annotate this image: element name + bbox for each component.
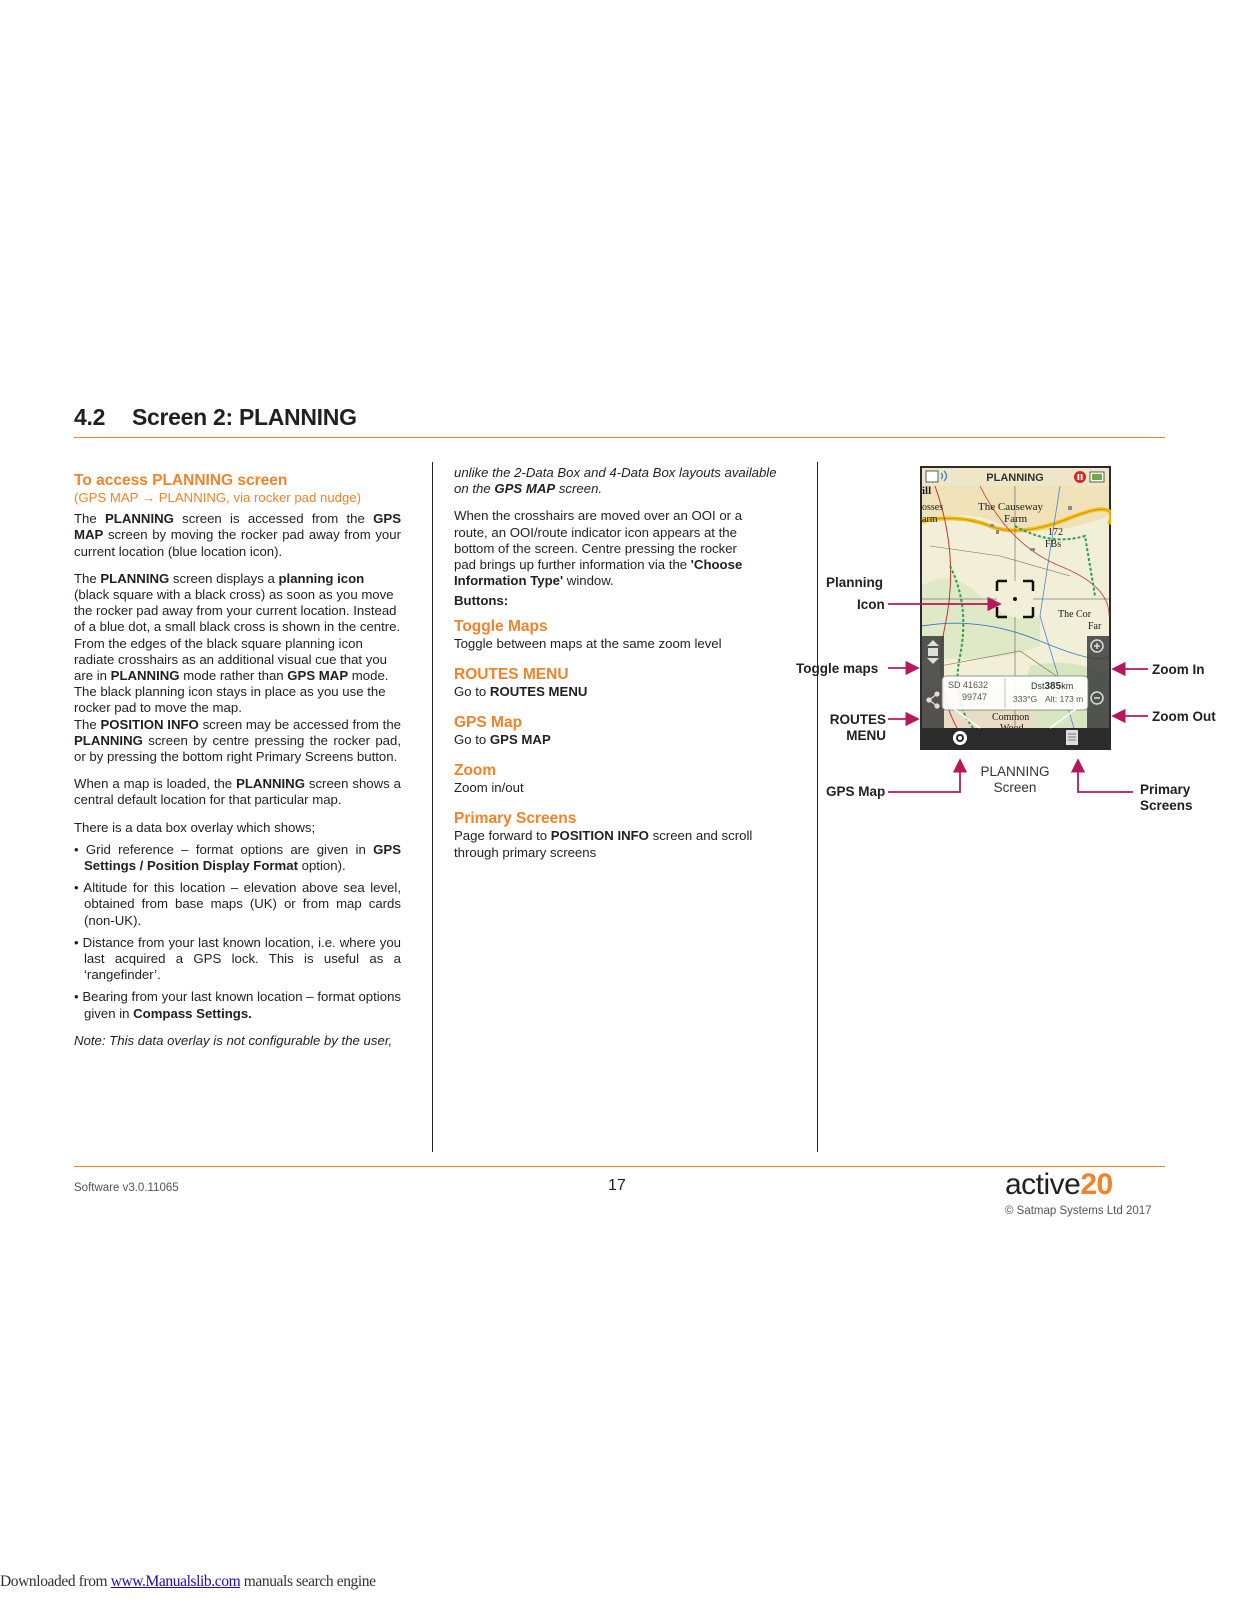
callout-planning: Planning (826, 575, 883, 590)
paragraph-access: The PLANNING screen is accessed from the GPS MAP screen by moving the rocker pad away from your current location (blue location icon). (74, 511, 401, 559)
footer-rule (74, 1166, 1165, 1167)
svg-text:Farm: Farm (1004, 513, 1028, 525)
callout-routes: ROUTES MENU (829, 712, 886, 743)
item-desc: Go to ROUTES MENU (454, 683, 588, 699)
list-item: • Distance from your last known location, i.e. where you last acquired a GPS lock. This is useful as a ‘rangefinder’. (74, 934, 401, 983)
svg-text:arm: arm (922, 514, 938, 525)
arrow-primary-screens (1078, 760, 1133, 792)
callout-toggle-maps: Toggle maps (796, 661, 879, 676)
callout-zoom-in: Zoom In (1152, 662, 1205, 677)
list-item: • Altitude for this location – elevation above sea level, obtained from base maps (UK) or from map cards (non-UK). (74, 880, 401, 928)
svg-text:333°G: 333°G (1013, 694, 1038, 704)
screen-title: PLANNING (986, 472, 1044, 484)
access-path: (GPS MAP → PLANNING, via rocker pad nudge) (74, 490, 362, 505)
svg-text:osses: osses (922, 502, 944, 513)
paragraph-position-info: The POSITION INFO screen may be accessed from the PLANNING screen by centre pressing the rocker pad, or by pressing the bottom right Primary Screens button. (74, 716, 401, 765)
callout-icon: Icon (857, 597, 885, 612)
item-title: Zoom (454, 762, 497, 780)
item-desc: Page forward to POSITION INFO screen and scroll through primary screens (454, 828, 753, 860)
svg-text:99747: 99747 (962, 692, 988, 702)
callout-primary-screens: Primary Screens (1140, 782, 1193, 813)
section-title: Screen 2: PLANNING (132, 404, 357, 430)
svg-text:The Causeway: The Causeway (978, 501, 1044, 513)
page-number: 17 (608, 1177, 626, 1194)
caption-line1: PLANNING (980, 764, 1050, 779)
svg-text:Alt: 173 m: Alt: 173 m (1045, 694, 1084, 704)
svg-text:Common: Common (992, 712, 1030, 723)
copyright: © Satmap Systems Ltd 2017 (1005, 1205, 1152, 1217)
svg-text:FBs: FBs (1045, 539, 1062, 550)
svg-text:SD 41632: SD 41632 (948, 680, 989, 690)
item-title: Toggle Maps (454, 617, 548, 635)
manualslib-link[interactable]: www.Manualslib.com (110, 1573, 241, 1590)
active20-logo: active20 (1005, 1168, 1113, 1201)
callout-zoom-out: Zoom Out (1152, 709, 1216, 724)
item-title: ROUTES MENU (454, 665, 569, 683)
paragraph-map-loaded: When a map is loaded, the PLANNING screen shows a central default location for that particular map. (74, 776, 402, 808)
svg-text:The Cor: The Cor (1058, 609, 1092, 620)
svg-text:ill: ill (922, 485, 932, 497)
list-item: • Bearing from your last known location – format options given in Compass Settings. (74, 989, 401, 1021)
item-desc: Toggle between maps at the same zoom level (454, 635, 722, 651)
list-item: • Grid reference – format options are given in GPS Settings / Position Display Format option). (74, 841, 401, 874)
section-number: 4.2 (74, 404, 106, 430)
buttons-label: Buttons: (454, 593, 509, 609)
paragraph-ooi: When the crosshairs are moved over an OOI or a route, an OOI/route indicator icon appears at the bottom of the screen. Centre pressing the rocker pad brings up further information via the 'Choose Information Type' window. (454, 508, 743, 589)
svg-text:Dst385km: Dst385km (1031, 681, 1074, 692)
access-title: To access PLANNING screen (74, 472, 288, 489)
item-title: Primary Screens (454, 810, 577, 828)
caption-line2: Screen (993, 780, 1037, 795)
callout-gps-map: GPS Map (826, 784, 886, 799)
svg-text:172: 172 (1048, 527, 1063, 538)
overlay-note: Note: This data overlay is not configurable by the user, (74, 1032, 393, 1048)
software-version: Software v3.0.11065 (74, 1182, 179, 1194)
item-desc: Zoom in/out (454, 780, 524, 796)
item-desc: Go to GPS MAP (454, 732, 551, 748)
paragraph-overlay: There is a data box overlay which shows; (74, 819, 316, 835)
item-title: GPS Map (454, 714, 523, 732)
svg-text:Far: Far (1088, 621, 1102, 632)
note-continued: unlike the 2-Data Box and 4-Data Box layouts available on the GPS MAP screen. (454, 465, 777, 497)
paragraph-planning-icon: The PLANNING screen displays a planning icon (black square with a black cross) as soon as you move the rocker pad away from your current location. Instead of a blue dot, a small black cross is shown in the centre. From the edges of the black square planning icon radiate crosshairs as an additional visual cue that you are in PLANNING mode rather than GPS MAP mode. The black planning icon stays in place as you use the rocker pad to move the map. (74, 570, 401, 716)
download-credit: Downloaded from www.Manualslib.com manuals search engine (0, 1573, 376, 1590)
arrow-gps-map (888, 760, 960, 792)
